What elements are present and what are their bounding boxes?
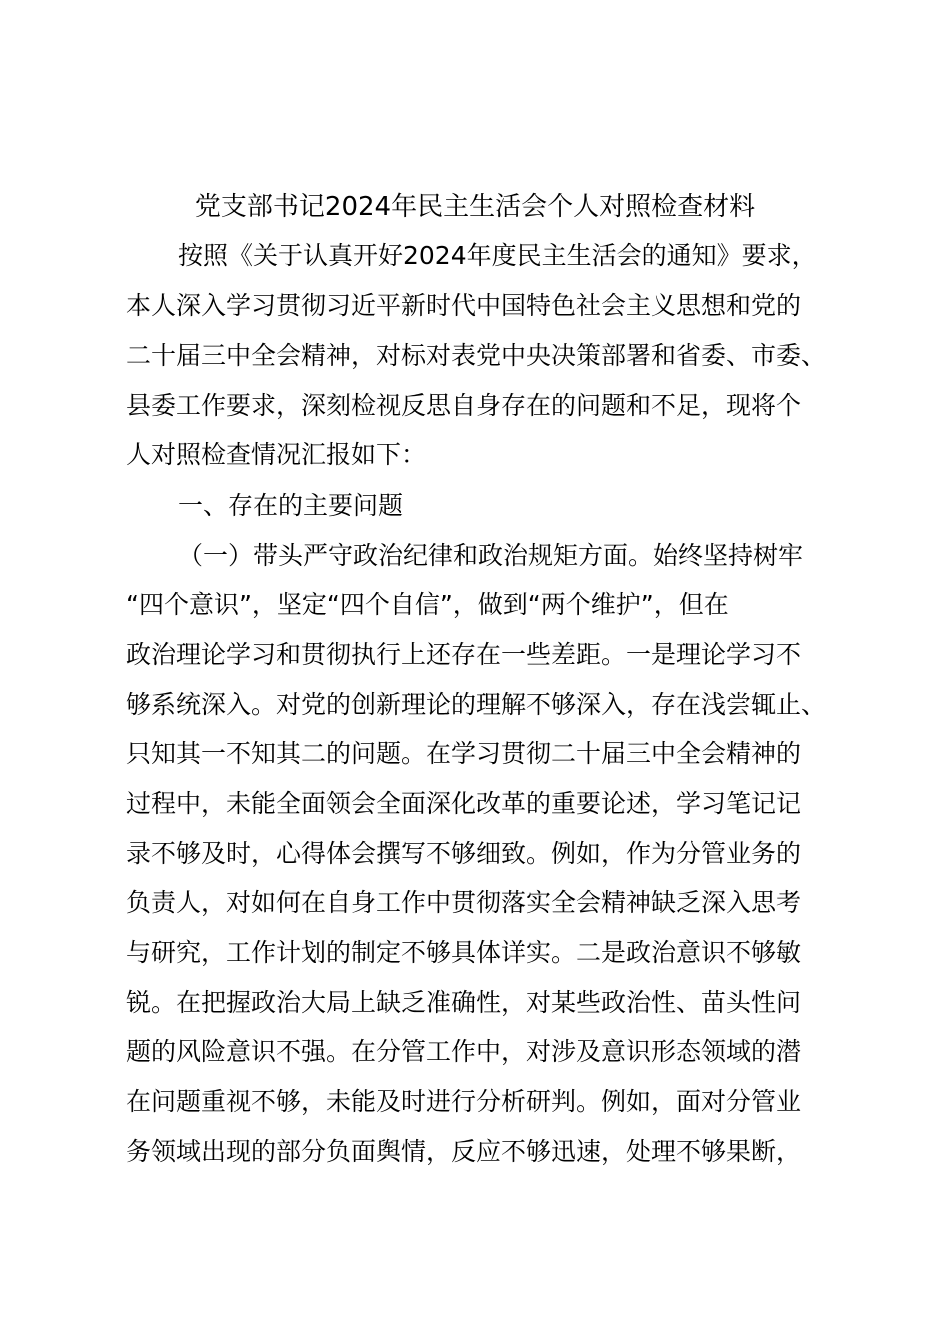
paragraph-line: 政治理论学习和贯彻执行上还存在一些差距。一是理论学习不 xyxy=(126,640,802,669)
paragraph-line: 负责人，对如何在自身工作中贯彻落实全会精神缺乏深入思考 xyxy=(126,888,802,917)
paragraph-line: 二十届三中全会精神，对标对表党中央决策部署和省委、市委、 xyxy=(126,341,827,370)
paragraph-line: “四个意识”，坚定“四个自信”，做到“两个维护”，但在 xyxy=(126,590,729,619)
paragraph-line: 与研究，工作计划的制定不够具体详实。二是政治意识不够敏 xyxy=(126,938,802,967)
paragraph-line: 本人深入学习贯彻习近平新时代中国特色社会主义思想和党的 xyxy=(126,291,802,320)
paragraph-line: 过程中，未能全面领会全面深化改革的重要论述，学习笔记记 xyxy=(126,789,802,818)
paragraph-line: 录不够及时，心得体会撰写不够细致。例如，作为分管业务的 xyxy=(126,839,802,868)
paragraph-line: 县委工作要求，深刻检视反思自身存在的问题和不足，现将个 xyxy=(126,391,802,420)
paragraph-line: 锐。在把握政治大局上缺乏准确性，对某些政治性、苗头性问 xyxy=(126,988,802,1017)
paragraph-line: 只知其一不知其二的问题。在学习贯彻二十届三中全会精神的 xyxy=(126,739,802,768)
paragraph-line: 人对照检查情况汇报如下： xyxy=(126,440,427,469)
paragraph-line: （一）带头严守政治纪律和政治规矩方面。始终坚持树牢 xyxy=(178,541,804,570)
section-heading: 一、存在的主要问题 xyxy=(178,491,404,520)
paragraph-line: 按照《关于认真开好2024年度民主生活会的通知》要求， xyxy=(178,241,817,270)
document-title: 党支部书记2024年民主生活会个人对照检查材料 xyxy=(194,192,756,222)
paragraph-line: 题的风险意识不强。在分管工作中，对涉及意识形态领域的潜 xyxy=(126,1037,802,1066)
paragraph-line: 务领域出现的部分负面舆情，反应不够迅速，处理不够果断， xyxy=(126,1137,802,1166)
paragraph-line: 够系统深入。对党的创新理论的理解不够深入，存在浅尝辄止、 xyxy=(126,690,827,719)
paragraph-line: 在问题重视不够，未能及时进行分析研判。例如，面对分管业 xyxy=(126,1087,802,1116)
